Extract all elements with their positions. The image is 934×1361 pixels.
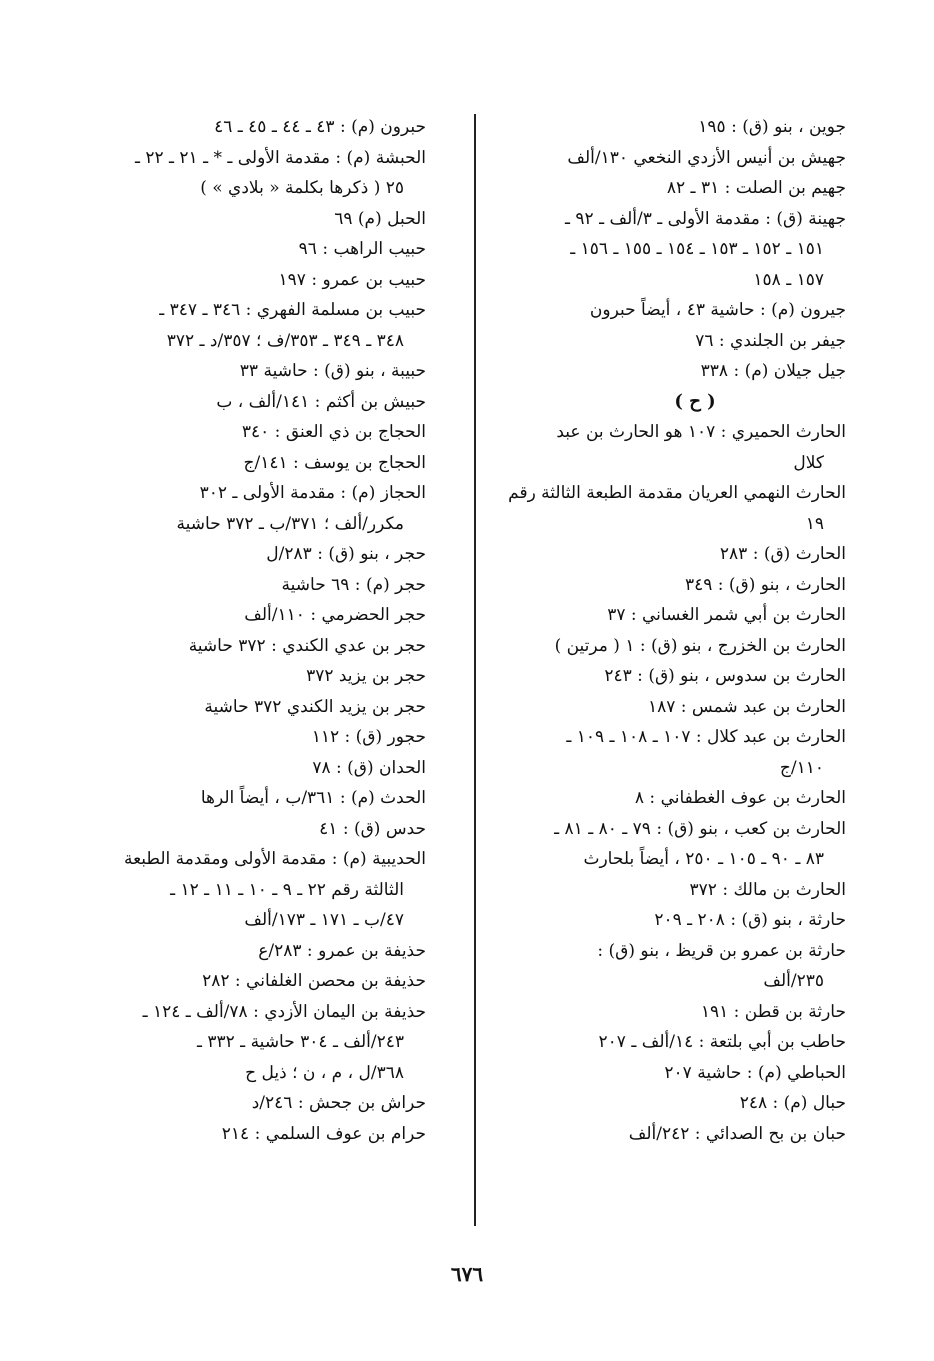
index-entry: [16, 1088, 426, 1119]
index-entry-continuation: ٢٥ ( ذكرها بكلمة « بلادي » ): [200, 178, 404, 198]
index-entry-text: الحارث النهمي العريان مقدمة الطبعة الثالثة رقم: [508, 483, 846, 503]
index-entry: [16, 478, 426, 539]
index-entry-text: الحارث بن عوف الغطفاني : ٨: [634, 788, 846, 808]
index-entry-text: حجر بن يزيد الكندي ٣٧٢ حاشية: [204, 696, 426, 717]
index-entry-text: حجر بن عدي الكندي : ٣٧٢ حاشية: [188, 635, 426, 656]
column-divider: [474, 114, 476, 1226]
index-entry-text: حذيفة بن محصن الغلفاني : ٢٨٢: [202, 971, 426, 991]
index-entry: [434, 143, 846, 174]
index-entry: [434, 692, 846, 723]
index-entry-text: الحجاج بن ذي العنق : ٣٤٠: [241, 422, 426, 442]
index-entry: [16, 600, 426, 631]
index-entry-text: حذيفة بن عمرو : ٢٨٣/ع: [258, 940, 426, 961]
index-entry: [16, 783, 426, 814]
index-entry-continuation: ٢٤٣/ألف ـ ٣٠٤ حاشية ـ ٣٣٢ ـ: [196, 1032, 404, 1052]
index-entry-text: الحارث بن عبد كلال : ١٠٧ ـ ١٠٨ ـ ١٠٩ ـ: [566, 727, 846, 747]
index-entry-continuation: ١١٠/ج: [779, 757, 824, 778]
index-entry: [16, 814, 426, 845]
index-entry: [16, 143, 426, 204]
index-entry-text: جهيش بن أنيس الأزدي النخعي ١٣٠/ألف: [567, 147, 846, 168]
index-entry: [16, 204, 426, 235]
index-entry-text: جهيم بن الصلت : ٣١ ـ ٨٢: [666, 178, 846, 198]
index-entry: [434, 417, 846, 478]
index-entry: [434, 1058, 846, 1089]
index-entry: [16, 295, 426, 356]
index-entry-text: حجر الحضرمي : ١١٠/ألف: [244, 605, 426, 625]
index-entry: [434, 936, 846, 997]
index-entry-continuation: ٢٣٥/ألف: [763, 971, 824, 991]
index-entry-text: الحارث بن عبد شمس : ١٨٧: [647, 696, 846, 717]
index-entry-text: حبيش بن أكثم : ١٤١/ألف ، ب: [216, 391, 426, 412]
index-entry: [434, 295, 846, 326]
index-entry-text: حبيبة ، بنو (ق) : حاشية ٣٣: [239, 361, 426, 381]
index-entry-text: جوين ، بنو (ق) : ١٩٥: [698, 117, 846, 137]
index-entry: [434, 814, 846, 875]
index-entry-text: حبال (م) : ٢٤٨: [739, 1093, 846, 1113]
index-entry: [434, 722, 846, 783]
index-entry-text: الحارث بن أبي شمر الغساني : ٣٧: [607, 605, 846, 625]
index-entry-text: حجر (م) : ٦٩ حاشية: [281, 574, 426, 595]
index-entry-continuation: الثالثة رقم ٢٢ ـ ٩ ـ ١٠ ـ ١١ ـ ١٢ ـ: [170, 879, 404, 900]
index-entry-continuation: ٣٦٨/ل ، م ، ن ؛ ذيل ح: [245, 1062, 404, 1083]
index-entry: [16, 448, 426, 479]
index-entry-text: الحارث بن مالك : ٣٧٢: [689, 879, 846, 900]
index-entry: [434, 1027, 846, 1058]
index-entry-text: الحارث (ق) : ٢٨٣: [719, 544, 846, 564]
index-entry-text: حجر بن يزيد ٣٧٢: [306, 666, 426, 686]
index-entry: [16, 722, 426, 753]
index-entry: [16, 387, 426, 418]
index-entry: [16, 112, 426, 143]
index-entry-text: حبرون (م) : ٤٣ ـ ٤٤ ـ ٤٥ ـ ٤٦: [214, 117, 426, 137]
index-entry-text: حجر ، بنو (ق) : ٢٨٣/ل: [266, 544, 426, 564]
index-entry-text: جيفر بن الجلندي : ٧٦: [695, 330, 846, 351]
index-entry-text: الحارث ، بنو (ق) : ٣٤٩: [684, 574, 846, 595]
index-entry-text: الحبل (م) ٦٩: [334, 208, 426, 229]
index-entry-text: حبيب بن مسلمة الفهري : ٣٤٦ ـ ٣٤٧ ـ: [159, 300, 426, 320]
index-entry: [16, 753, 426, 784]
page-number: ٦٧٦: [450, 1262, 484, 1286]
index-entry-text: حبيب الراهب : ٩٦: [298, 239, 426, 259]
index-entry: [16, 265, 426, 296]
index-entry: [434, 997, 846, 1028]
index-entry-text: حاطب بن أبي بلتعة : ١٤/ألف ـ ٢٠٧: [598, 1032, 846, 1052]
index-entry-text: حبان بن بح الصدائي : ٢٤٢/ألف: [628, 1123, 846, 1144]
index-entry: [434, 539, 846, 570]
index-entry: [434, 356, 846, 387]
index-entry: [434, 600, 846, 631]
index-entry: [434, 783, 846, 814]
index-entry-continuation: ٨٣ ـ ٩٠ ـ ١٠٥ ـ ٢٥٠ ، أيضاً بلحارث: [583, 849, 824, 869]
index-entry-text: حجور (ق) : ١١٢: [311, 727, 426, 747]
index-entry: [434, 1119, 846, 1150]
index-entry-text: حارثة ، بنو (ق) : ٢٠٨ ـ ٢٠٩: [654, 910, 846, 930]
index-entry: [16, 936, 426, 967]
index-entry-text: حراش بن جحش : ٢٤٦/د: [251, 1093, 426, 1113]
index-entry: [16, 692, 426, 723]
index-entry-continuation: ٣٤٨ ـ ٣٤٩ ـ ٣٥٣/ف ؛ ٣٥٧/د ـ ٣٧٢: [166, 330, 404, 351]
index-entry: [434, 173, 846, 204]
index-entry-text: الحديبية (م) : مقدمة الأولى ومقدمة الطبعة: [123, 849, 426, 869]
index-entry: [434, 1088, 846, 1119]
index-entry: [16, 1119, 426, 1150]
index-entry: [16, 356, 426, 387]
index-entry-text: الحجاز (م) : مقدمة الأولى ـ ٣٠٢: [199, 483, 426, 503]
index-entry-text: الحباطي (م) : حاشية ٢٠٧: [664, 1062, 846, 1083]
index-entry-text: حارثة بن قطن : ١٩١: [700, 1001, 846, 1022]
index-entry-text: الحارث بن سدوس ، بنو (ق) : ٢٤٣: [604, 666, 846, 686]
index-entry-text: جيل جيلان (م) : ٣٣٨: [700, 361, 846, 381]
index-entry-text: الحجاج بن يوسف : ١٤١/ج: [243, 452, 426, 473]
left-index-column: [16, 112, 426, 1149]
index-entry-continuation: ٤٧/ب ـ ١٧١ ـ ١٧٣/ألف: [244, 910, 404, 930]
index-entry-text: جهينة (ق) : مقدمة الأولى ـ ٣/ألف ـ ٩٢ ـ: [565, 208, 846, 229]
index-entry: [16, 234, 426, 265]
index-entry-continuation: مكرر/ألف ؛ ٣٧١/ب ـ ٣٧٢ حاشية: [176, 513, 404, 534]
index-entry: [434, 631, 846, 662]
index-entry: [434, 570, 846, 601]
index-entry-text: حدس (ق) : ٤١: [319, 818, 426, 839]
index-entry: [434, 875, 846, 906]
index-entry: [16, 417, 426, 448]
index-entry-text: حذيفة بن اليمان الأزدي : ٧٨/ألف ـ ١٢٤ ـ: [142, 1001, 426, 1022]
index-entry-continuation: ١٥٧ ـ ١٥٨: [753, 269, 824, 290]
index-entry: [16, 570, 426, 601]
index-entry-text: الحارث الحميري : ١٠٧ هو الحارث بن عبد: [556, 422, 846, 442]
index-entry: [16, 631, 426, 662]
index-entry: [16, 844, 426, 936]
index-entry: [16, 539, 426, 570]
index-entry: [16, 661, 426, 692]
index-entry: [434, 204, 846, 296]
index-entry: [434, 905, 846, 936]
index-entry: [16, 966, 426, 997]
index-entry-continuation: ١٥١ ـ ١٥٢ ـ ١٥٣ ـ ١٥٤ ـ ١٥٥ ـ ١٥٦ ـ: [570, 239, 824, 259]
index-entry-text: جيرون (م) : حاشية ٤٣ ، أيضاً حبرون: [589, 300, 846, 320]
index-entry-text: حبيب بن عمرو : ١٩٧: [278, 269, 426, 290]
index-entry: [434, 661, 846, 692]
index-entry-text: الحارث بن الخزرج ، بنو (ق) : ١ ( مرتين ): [554, 635, 846, 656]
index-entry: [16, 997, 426, 1089]
index-entry-text: الحبشة (م) : مقدمة الأولى ـ * ـ ٢١ ـ ٢٢ ـ: [134, 147, 426, 168]
index-entry: [434, 478, 846, 539]
index-entry-text: الحارث بن كعب ، بنو (ق) : ٧٩ ـ ٨٠ ـ ٨١ ـ: [554, 818, 846, 839]
index-entry-text: حرام بن عوف السلمي : ٢١٤: [221, 1123, 426, 1144]
section-heading: ( ح ): [674, 390, 716, 412]
index-entry-continuation: ١٩: [805, 513, 824, 534]
index-entry-text: الحدث (م) : ٣٦١/ب ، أيضاً الرها: [200, 788, 426, 808]
index-entry-continuation: كلال: [793, 452, 824, 473]
index-entry: [434, 326, 846, 357]
index-entry-text: حارثة بن عمرو بن قريظ ، بنو (ق) :: [597, 940, 846, 961]
index-entry: [434, 112, 846, 143]
right-index-column: [434, 112, 846, 1149]
index-entry-text: الحدان (ق) : ٧٨: [312, 757, 426, 778]
